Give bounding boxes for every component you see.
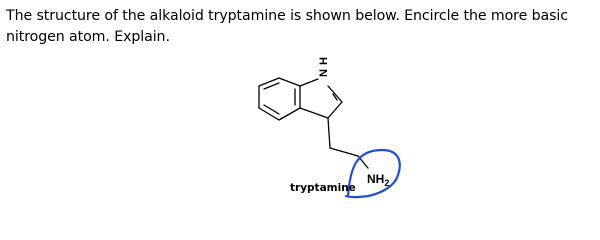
- compound-name: tryptamine: [290, 182, 356, 194]
- indole-h-text: H: [318, 57, 330, 65]
- amine-nh-text: NH: [367, 172, 385, 186]
- indole-nitrogen-label: [318, 57, 330, 77]
- benzene-ring: [259, 78, 300, 120]
- amine-subscript: 2: [384, 178, 390, 188]
- indole-n-text: N: [318, 69, 330, 77]
- pyrrole-ring: [300, 79, 342, 118]
- question-text: The structure of the alkaloid tryptamine is shown below. Encircle the more basic nitrogen atom. Explain.: [6, 8, 568, 45]
- amine-label: [367, 172, 389, 188]
- ethylamine-chain: [328, 118, 368, 168]
